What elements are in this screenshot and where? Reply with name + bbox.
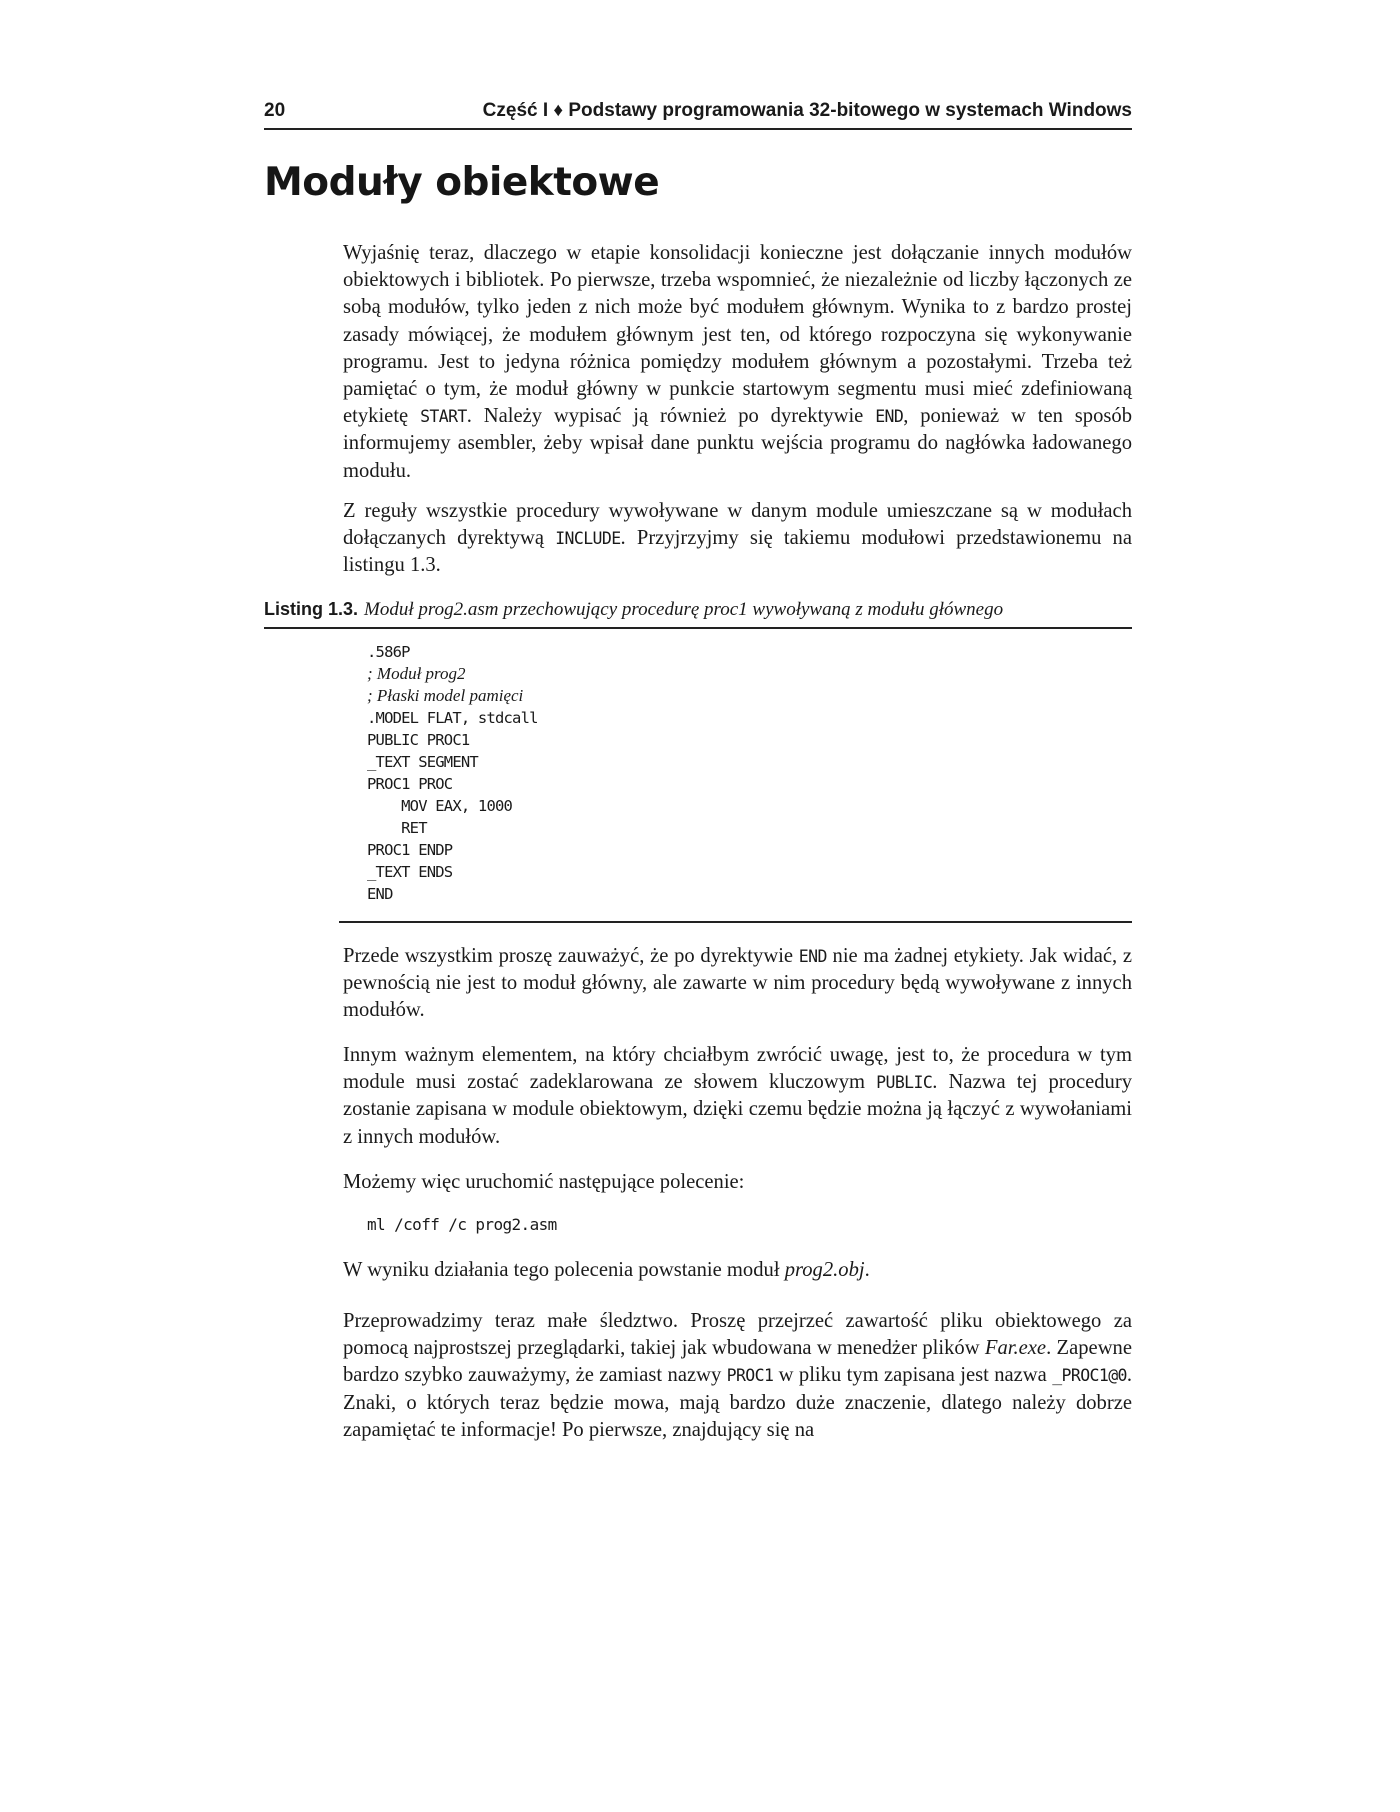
text-run: . [864, 1259, 870, 1281]
text-run: . Przyjrzyjmy się takiemu modułowi przedstawionemu na listingu 1.3. [343, 527, 1132, 577]
inline-code: PROC1 [726, 1366, 774, 1386]
text-run: W wyniku działania tego polecenia powstanie moduł [343, 1259, 785, 1281]
running-title: Część I ♦ Podstawy programowania 32-bitowego w systemach Windows [482, 100, 1132, 121]
paragraph-run-command [343, 1169, 1132, 1196]
inline-code: PUBLIC [876, 1073, 933, 1093]
code-comment: ; Płaski model pamięci [367, 686, 524, 705]
inline-code: END [798, 947, 827, 966]
listing-caption [264, 599, 1132, 629]
code-line: PROC1 PROC [367, 775, 453, 793]
inline-code: START [420, 407, 467, 427]
paragraph-public-keyword [343, 1042, 1132, 1151]
inline-code: INCLUDE [555, 529, 621, 549]
text-run: nie ma żadnej etykiety. Jak widać, z pewnością nie jest to moduł główny, ale zawarte w nim procedury będą wywoływane z innych modułów. [343, 945, 1133, 1022]
text-run: . Znaki, o których teraz będzie mowa, mają bardzo duże znaczenie, dlatego należy dobrze zapamiętać te informacje! Po pierwsze, znajdujący się na [343, 1364, 1133, 1441]
text-run: , ponieważ w ten sposób informujemy asembler, żeby wpisał dane punktu wejścia programu do nagłówka ładowanego modułu. [343, 405, 1132, 482]
paragraph-end-directive [343, 943, 1132, 1025]
text-run: Wyjaśnię teraz, dlaczego w etapie konsolidacji konieczne jest dołączanie innych modułów obiektowych i bibliotek. Po pierwsze, trzeba wspomnieć, że niezależnie od liczby łączonych ze sobą modułów, tylko jeden z nich może być modułem głównym. Wynika to z bardzo prostej zasady mówiącej, że modułem głównym jest ten, od którego rozpoczyna się wykonywanie programu. Jest to jedyna różnica pomiędzy modułem głównym a pozostałymi. Trzeba też pamiętać o tym, że moduł główny w punkcie startowym segmentu musi mieć zdefiniowaną etykietę [343, 242, 1132, 428]
listing-end-rule [339, 921, 1132, 923]
code-line: _TEXT SEGMENT [367, 753, 478, 771]
text-run: Z reguły wszystkie procedury wywoływane w danym module umieszczane są w modułach dołączanych dyrektywą [343, 500, 1132, 550]
text-run: w pliku tym zapisana jest nazwa [773, 1364, 1053, 1387]
file-name: Far.exe [984, 1337, 1047, 1360]
code-line: _TEXT ENDS [367, 863, 453, 881]
page-number: 20 [264, 100, 286, 121]
text-run: . Nazwa tej procedury zostanie zapisana w module obiektowym, dzięki czemu będzie można ją łączyć z wywołaniami z innych modułów. [343, 1071, 1132, 1148]
listing-caption-text: Moduł prog2.asm przechowujący procedurę proc1 wywoływaną z modułu głównego [364, 599, 1004, 620]
paragraph-investigation [343, 1308, 1132, 1444]
command-line: ml /coff /c prog2.asm [367, 1215, 557, 1234]
code-line: .586P [367, 643, 410, 661]
file-name: prog2.obj [784, 1259, 865, 1281]
section-title: Moduły obiektowe [264, 160, 660, 205]
code-line: MOV EAX, 1000 [367, 797, 513, 815]
text-run: . Należy wypisać ją również po dyrektywie [466, 405, 876, 428]
paragraph-result [343, 1257, 1132, 1284]
text-run: Przeprowadzimy teraz małe śledztwo. Proszę przejrzeć zawartość pliku obiektowego za pomocą najprostszej przeglądarki, takiej jak wbudowana w menedżer plików [343, 1310, 1132, 1360]
text-run: Przede wszystkim proszę zauważyć, że po dyrektywie [343, 945, 799, 967]
code-line: .MODEL FLAT, stdcall [367, 709, 538, 727]
inline-code: _PROC1@0 [1052, 1366, 1127, 1386]
text-run: Innym ważnym elementem, na który chciałbym zwrócić uwagę, jest to, że procedura w tym module musi zostać zadeklarowana ze słowem kluczowym [343, 1044, 1132, 1094]
text-run: Możemy więc uruchomić następujące polecenie: [343, 1171, 745, 1193]
text-run: . Zapewne bardzo szybko zauważymy, że zamiast nazwy [343, 1337, 1132, 1387]
running-header [264, 98, 1132, 130]
inline-code: END [875, 407, 904, 427]
listing-label: Listing 1.3. [264, 599, 359, 619]
code-line: PROC1 ENDP [367, 841, 453, 859]
code-comment: ; Moduł prog2 [367, 664, 466, 683]
paragraph-modules-intro [343, 240, 1132, 485]
code-listing [367, 641, 538, 905]
code-line: PUBLIC PROC1 [367, 731, 470, 749]
code-line: RET [367, 819, 427, 837]
paragraph-include [343, 498, 1132, 580]
code-line: END [367, 885, 393, 903]
